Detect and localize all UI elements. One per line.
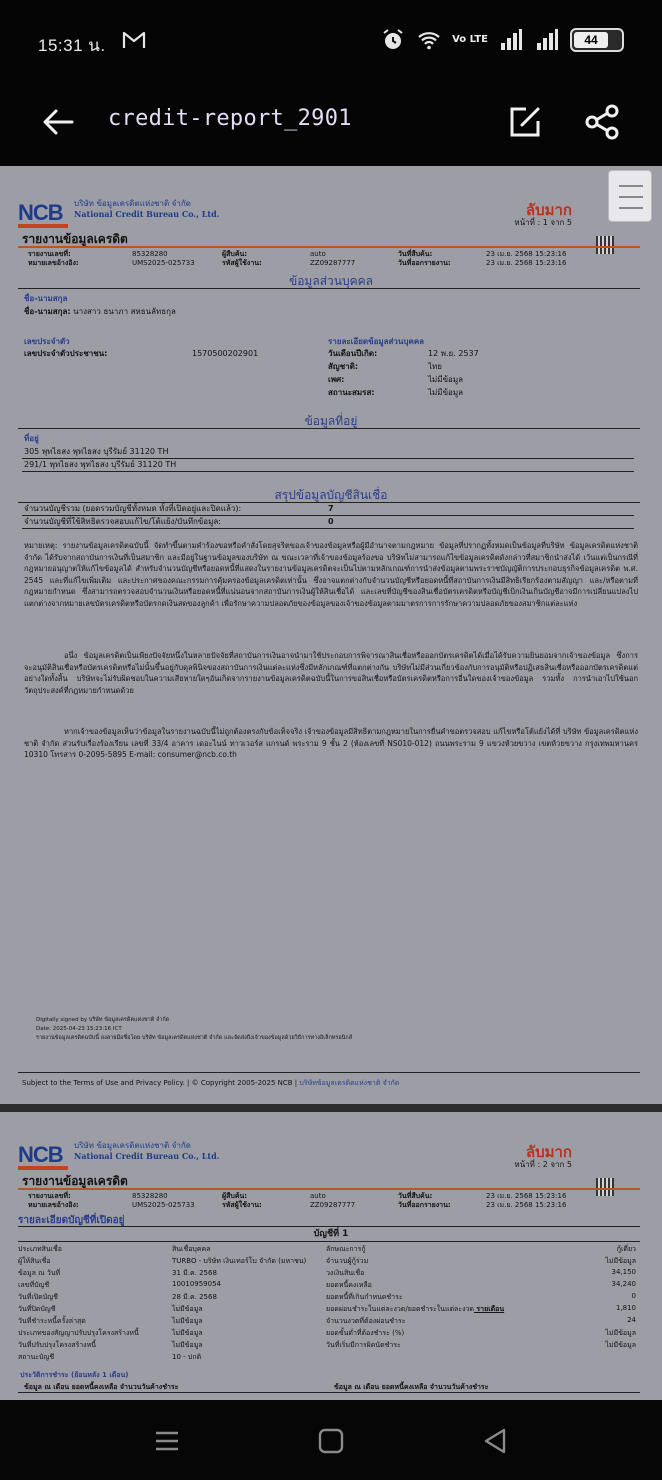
account-field-label: ประเภทของสัญญาปรับปรุงโครงสร้างหนี้ (18, 1329, 139, 1337)
account-field-value: ไม่มีข้อมูล (172, 1341, 203, 1349)
total-accounts-value: 7 (328, 504, 334, 513)
divider (18, 502, 640, 503)
dob-value: 12 พ.ย. 2537 (428, 349, 479, 358)
account-field-value: 10010959054 (172, 1280, 221, 1288)
dispute-accounts-label: จำนวนบัญชีที่ใช้สิทธิตรวจสอบแก้ไข/โต้แย้ง/บันทึกข้อมูล: (24, 517, 221, 526)
name-heading: ชื่อ-นามสกุล (24, 294, 68, 303)
divider (18, 246, 640, 248)
account-field-value: 0 (631, 1292, 636, 1300)
report-title: รายงานข้อมูลเครดิต (22, 1174, 128, 1188)
page-number: หน้าที่ : 1 จาก 5 (514, 218, 572, 227)
product-label: ผู้สืบค้น: (222, 250, 248, 258)
share-icon[interactable] (582, 102, 622, 142)
account-field-label: วงเงินสินเชื่อ (326, 1269, 365, 1277)
report-page-2 (0, 1112, 662, 1400)
user-value: ZZ09287777 (310, 1201, 356, 1209)
inquiry-date-label: วันที่สืบค้น: (398, 250, 433, 258)
account-field-value: 34,240 (611, 1280, 636, 1288)
report-date-label: วันที่ออกรายงาน: (398, 259, 451, 267)
gmail-icon (122, 30, 146, 50)
account-field-value: ไม่มีข้อมูล (172, 1317, 203, 1325)
divider (18, 1392, 640, 1393)
digital-signature: Digitally signed by บริษัท ข้อมูลเครดิตแห่งชาติ จำกัด Date: 2025-04-23 15:23:16 ICT รายงานข้อมูลเครดิตฉบับนี้ ลงลายมือชื่อโดย บริษัท ข้อมูลเครดิตแห่งชาติ จำกัด และจัดส่งถึงเจ้าของข้อมูลด้วยวิธีการทางอิเล็กทรอนิกส์ (36, 1017, 353, 1041)
account-field-label: ลักษณะการกู้ (326, 1245, 366, 1253)
confidential-stamp: ลับมาก (525, 201, 572, 219)
alarm-icon (380, 28, 406, 52)
confidential-stamp: ลับมาก (525, 1143, 572, 1161)
id-heading: เลขประจำตัว (24, 337, 70, 346)
product-value: auto (310, 1192, 326, 1200)
address-heading: ที่อยู่ (24, 434, 39, 443)
inquiry-date-label: วันที่สืบค้น: (398, 1192, 433, 1200)
divider (18, 1072, 640, 1073)
app-bar (0, 80, 662, 166)
status-bar (0, 0, 662, 80)
ncb-logo: NCB (18, 200, 68, 228)
account-field-value: 1,810 (615, 1304, 636, 1312)
account-field-label: จำนวนผู้กู้ร่วม (326, 1257, 369, 1265)
account-field-label: จำนวนงวดที่ต้องผ่อนชำระ (326, 1317, 406, 1325)
address-line-1: 305 พุทไธสง พุทไธสง บุรีรัมย์ 31120 TH (24, 447, 169, 456)
product-value: auto (310, 250, 326, 258)
account-field-label: ผู้ให้สินเชื่อ (18, 1257, 51, 1265)
payment-history-label: ประวัติการชำระ (ย้อนหลัง 1 เดือน) (20, 1371, 129, 1379)
account-field-value: 24 (627, 1316, 636, 1324)
account-field-label: วันที่ปิดบัญชี (18, 1305, 56, 1313)
report-number: รายงานเลขที่: (28, 250, 71, 258)
signal-icon-2 (534, 28, 560, 52)
home-icon[interactable] (314, 1424, 348, 1458)
pdf-viewer[interactable] (0, 166, 662, 1400)
company-name: บริษัท ข้อมูลเครดิตแห่งชาติ จำกัด National Credit Bureau Co., Ltd. (74, 1141, 220, 1161)
account-field-label: วันที่เริ่มมีการผิดนัดชำระ (326, 1341, 401, 1349)
section-summary: สรุปข้อมูลบัญชีสินเชื่อ (274, 488, 388, 502)
section-address: ข้อมูลที่อยู่ (304, 414, 358, 428)
open-accounts-heading: รายละเอียดบัญชีที่เปิดอยู่ (18, 1215, 125, 1226)
account-field-value: ไม่มีข้อมูล (172, 1305, 203, 1313)
payment-history-columns: ข้อมูล ณ เดือน ยอดหนี้คงเหลือ จำนวนวันค้างชำระ (334, 1383, 489, 1391)
account-field-value: ไม่มีข้อมูล (605, 1341, 636, 1349)
disclaimer-note-2: อนึ่ง ข้อมูลเครดิตเป็นเพียงปัจจัยหนึ่งในหลายปัจจัยที่สถาบันการเงินอาจนำมาใช้ประกอบการพิจารณาสินเชื่อหรือออกบัตรเครดิตได้เมื่อได้รับความยินยอมจากเจ้าของข้อมูล ซึ่งการจะอนุมัติสินเชื่อหรือบัตรเครดิตหรือไม่นั้นขึ้นอยู่กับดุลพินิจของสถาบันการเงินแต่ละแห่งซึ่งมีหลักเกณฑ์ที่แตกต่างกัน บริษัทไม่มีส่วนเกี่ยวข้องกับการอนุมัติหรือปฏิเสธสินเชื่อหรือออกบัตรเครดิตแต่อย่างใดทั้งสิ้น บริษัทจะไม่รับผิดชอบในความเสียหายใดๆอันเกิดจากรายงานข้อมูลเครดิตฉบับนี้ในการขอสินเชื่อหรือบัตรเครดิตหรือการอื่นใดของเจ้าของข้อมูล รวมทั้ง การนำเอาไปใช้นอกวัตถุประสงค์ที่กฎหมายกำหนดด้วย (24, 651, 638, 695)
divider (18, 428, 640, 429)
report-number-value: 85328280 (132, 250, 168, 258)
marital-label: สถานะสมรส: (328, 388, 375, 397)
account-field-label: ยอดหนี้ที่เกินกำหนดชำระ (326, 1293, 403, 1301)
personal-detail-heading: รายละเอียดข้อมูลส่วนบุคคล (328, 337, 425, 346)
id-value: 1570500202901 (192, 349, 259, 358)
user-label: รหัสผู้ใช้งาน: (222, 1201, 262, 1209)
nationality-value: ไทย (428, 362, 442, 371)
reference-value: UMS2025-025733 (132, 1201, 195, 1209)
system-nav-bar (0, 1400, 662, 1480)
report-date-value: 23 เม.ย. 2568 15:23:16 (486, 259, 567, 267)
section-personal: ข้อมูลส่วนบุคคล (289, 274, 373, 288)
disclaimer-note: หมายเหตุ: รายงานข้อมูลเครดิตฉบับนี้ จัดทำขึ้นตามคำร้องขอหรือคำสั่งโดยสุจริตของเจ้าของข้อมูลหรือผู้มีอำนาจตามกฎหมาย ข้อมูลที่ปรากฏทั้งหมดเป็นข้อมูลที่บริษัท ข้อมูลเครดิตแห่งชาติ จำกัด ได้รับจากสถาบันการเงินที่เป็นสมาชิก และมีอยู่ในฐานข้อมูลของบริษัท ณ ขณะเวลาที่เจ้าของข้อมูลร้องขอ บริษัทไม่สามารถแก้ไขข้อมูลเครดิตดังกล่าวที่สมาชิกนำส่งได้ เว้นแต่เป็นกรณีที่กฎหมายอนุญาตให้แก้ไขข้อมูลได้ สำหรับจำนวนบัญชีหรือยอดหนี้ที่แสดงในรายงานข้อมูลเครดิตจะเป็นไปตามหลักเกณฑ์การนำส่งข้อมูลตามพระราชบัญญัติการประกอบธุรกิจข้อมูลเครดิต พ.ศ. 2545 และที่แก้ไขเพิ่มเติม และประกาศของคณะกรรมการคุ้มครองข้อมูลเครดิตเท่านั้น ซึ่งอาจแตกต่างกับจำนวนบัญชีหรือยอดหนี้ที่สถาบันการเงินมีสิทธิเรียกร้องตามสัญญา และ/หรือตามที่กฎหมายกำหนด ซึ่งสามารถตรวจสอบจำนวนเงินหรือยอดหนี้ที่แน่นอนจากสถาบันการเงินผู้ให้สินเชื่อได้ และเลขที่บัญชีของสินเชื่อบัตรเครดิตหรือบัญชีเบิกเงินเกินบัญชีอาจมีการเปลี่ยนแปลงไปแตกต่างจากหมายเลขบัตรเครดิตหรือบัตรกดเงินสดของลูกค้า เพื่อรักษาความปลอดภัยของข้อมูลของเจ้าของข้อมูลตามมาตรการการรักษาความปลอดภัยของสมาชิกแต่ละแห่ง (24, 541, 638, 608)
ncb-logo: NCB (18, 1142, 68, 1170)
qr-code-icon (596, 236, 614, 254)
qr-code-icon (596, 1178, 614, 1196)
divider (22, 458, 634, 459)
report-date-value: 23 เม.ย. 2568 15:23:16 (486, 1201, 567, 1209)
page-number: หน้าที่ : 2 จาก 5 (514, 1160, 572, 1169)
account-field-label: ข้อมูล ณ วันที่ (18, 1269, 61, 1277)
edit-icon[interactable] (504, 102, 544, 142)
installment-period-link[interactable]: รายเดือน (473, 1305, 505, 1313)
reference-label: หมายเลขอ้างอิง: (28, 1201, 79, 1209)
report-title: รายงานข้อมูลเครดิต (22, 232, 128, 246)
dispute-contact-note: หากเจ้าของข้อมูลเห็นว่าข้อมูลในรายงานฉบับนี้ไม่ถูกต้องตรงกับข้อเท็จจริง เจ้าของข้อมูลมีสิทธิตามกฎหมายในการยื่นคำขอตรวจสอบ แก้ไขหรือโต้แย้งได้ที่ บริษัท ข้อมูลเครดิตแห่งชาติ จำกัด ส่วนรับเรื่องร้องเรียน เลขที่ 33/4 อาคาร เดอะไนน์ ทาวเวอร์ส แกรนด์ พระราม 9 ชั้น 2 (ห้องเลขที่ NS010-012) ถนนพระราม 9 แขวงห้วยขวาง เขตห้วยขวาง กรุงเทพมหานคร 10310 โทรสาร 0-2095-5895 E-mail: consumer@ncb.co.th (24, 727, 638, 759)
signal-icon-1 (498, 28, 524, 52)
account-field-label: วันที่ปรับปรุงโครงสร้างหนี้ (18, 1341, 96, 1349)
page-footer: Subject to the Terms of Use and Privacy Policy. | © Copyright 2005-2025 NCB | บริษัทข้อมูลเครดิตแห่งชาติ จำกัด (22, 1079, 400, 1087)
report-date-label: วันที่ออกรายงาน: (398, 1201, 451, 1209)
name-row: ชื่อ-นามสกุล: นางสาว ธนาภา สหธนลัทธกุล (24, 307, 176, 316)
reference-value: UMS2025-025733 (132, 259, 195, 267)
product-label: ผู้สืบค้น: (222, 1192, 248, 1200)
account-field-value: ไม่มีข้อมูล (172, 1329, 203, 1337)
address-line-2: 291/1 พุทไธสง พุทไธสง บุรีรัมย์ 31120 TH (24, 460, 177, 469)
dispute-accounts-value: 0 (328, 517, 334, 526)
user-label: รหัสผู้ใช้งาน: (222, 259, 262, 267)
divider (18, 288, 640, 289)
user-value: ZZ09287777 (310, 259, 356, 267)
account-title: บัญชีที่ 1 (313, 1229, 349, 1239)
account-field-label: เลขที่บัญชี (18, 1281, 50, 1289)
account-field-value: สินเชื่อบุคคล (172, 1245, 211, 1253)
divider (22, 515, 634, 516)
account-field-value: ไม่มีข้อมูล (605, 1329, 636, 1337)
account-field-value: กู้เดี่ยว (616, 1245, 636, 1253)
account-field-value: 28 มี.ค. 2568 (172, 1293, 217, 1301)
account-field-value: 10 - ปกติ (172, 1353, 202, 1361)
id-label: เลขประจำตัวประชาชน: (24, 349, 108, 358)
account-field-label: วันที่ชำระหนี้ครั้งล่าสุด (18, 1317, 86, 1325)
inquiry-date-value: 23 เม.ย. 2568 15:23:16 (486, 250, 567, 258)
viewer-menu-button[interactable] (608, 170, 652, 222)
reference-label: หมายเลขอ้างอิง: (28, 259, 79, 267)
payment-history-columns: ข้อมูล ณ เดือน ยอดหนี้คงเหลือ จำนวนวันค้างชำระ (24, 1383, 179, 1391)
battery-icon: 44 (570, 28, 624, 52)
divider (22, 471, 634, 472)
footer-link[interactable]: บริษัทข้อมูลเครดิตแห่งชาติ จำกัด (299, 1079, 400, 1087)
volte-indicator: Vo LTE (452, 34, 488, 45)
company-name: บริษัท ข้อมูลเครดิตแห่งชาติ จำกัด National Credit Bureau Co., Ltd. (74, 199, 220, 219)
divider (18, 1226, 640, 1227)
recent-apps-icon[interactable] (150, 1424, 184, 1458)
account-field-label: ประเภทสินเชื่อ (18, 1245, 62, 1253)
account-field-value: 34,150 (611, 1268, 636, 1276)
sex-value: ไม่มีข้อมูล (428, 375, 464, 384)
total-accounts-label: จำนวนบัญชีรวม (ยอดรวมบัญชีทั้งหมด ทั้งที่เปิดอยู่และปิดแล้ว): (24, 504, 242, 513)
account-field-label: วันที่เปิดบัญชี (18, 1293, 58, 1301)
account-field-value: ไม่มีข้อมูล (605, 1257, 636, 1265)
account-field-label: สถานะบัญชี (18, 1353, 55, 1361)
sex-label: เพศ: (328, 375, 345, 384)
divider (22, 528, 634, 529)
wifi-icon (416, 28, 442, 52)
account-field-label: ยอดผ่อนชำระในแต่ละงวด/ยอดชำระในแต่ละงวด รายเดือน (326, 1305, 505, 1313)
account-field-label: ยอดหนี้คงเหลือ (326, 1281, 372, 1289)
divider (18, 1188, 640, 1190)
inquiry-date-value: 23 เม.ย. 2568 15:23:16 (486, 1192, 567, 1200)
divider (18, 1241, 640, 1242)
back-icon[interactable] (478, 1424, 512, 1458)
marital-value: ไม่มีข้อมูล (428, 388, 464, 397)
document-title: credit-report_2901 (108, 106, 352, 131)
report-page-1 (0, 166, 662, 1104)
account-field-label: ยอดขั้นต่ำที่ต้องชำระ (%) (326, 1329, 405, 1337)
report-number: รายงานเลขที่: (28, 1192, 71, 1200)
dob-label: วันเดือนปีเกิด: (328, 349, 378, 358)
report-number-value: 85328280 (132, 1192, 168, 1200)
back-arrow-icon[interactable] (38, 102, 78, 142)
account-field-value: TURBO - บริษัท เงินเทอร์โบ จำกัด (มหาชน) (172, 1257, 307, 1265)
account-field-value: 31 มี.ค. 2568 (172, 1269, 217, 1277)
nationality-label: สัญชาติ: (328, 362, 359, 371)
status-time: 15:31 น. (38, 36, 106, 55)
